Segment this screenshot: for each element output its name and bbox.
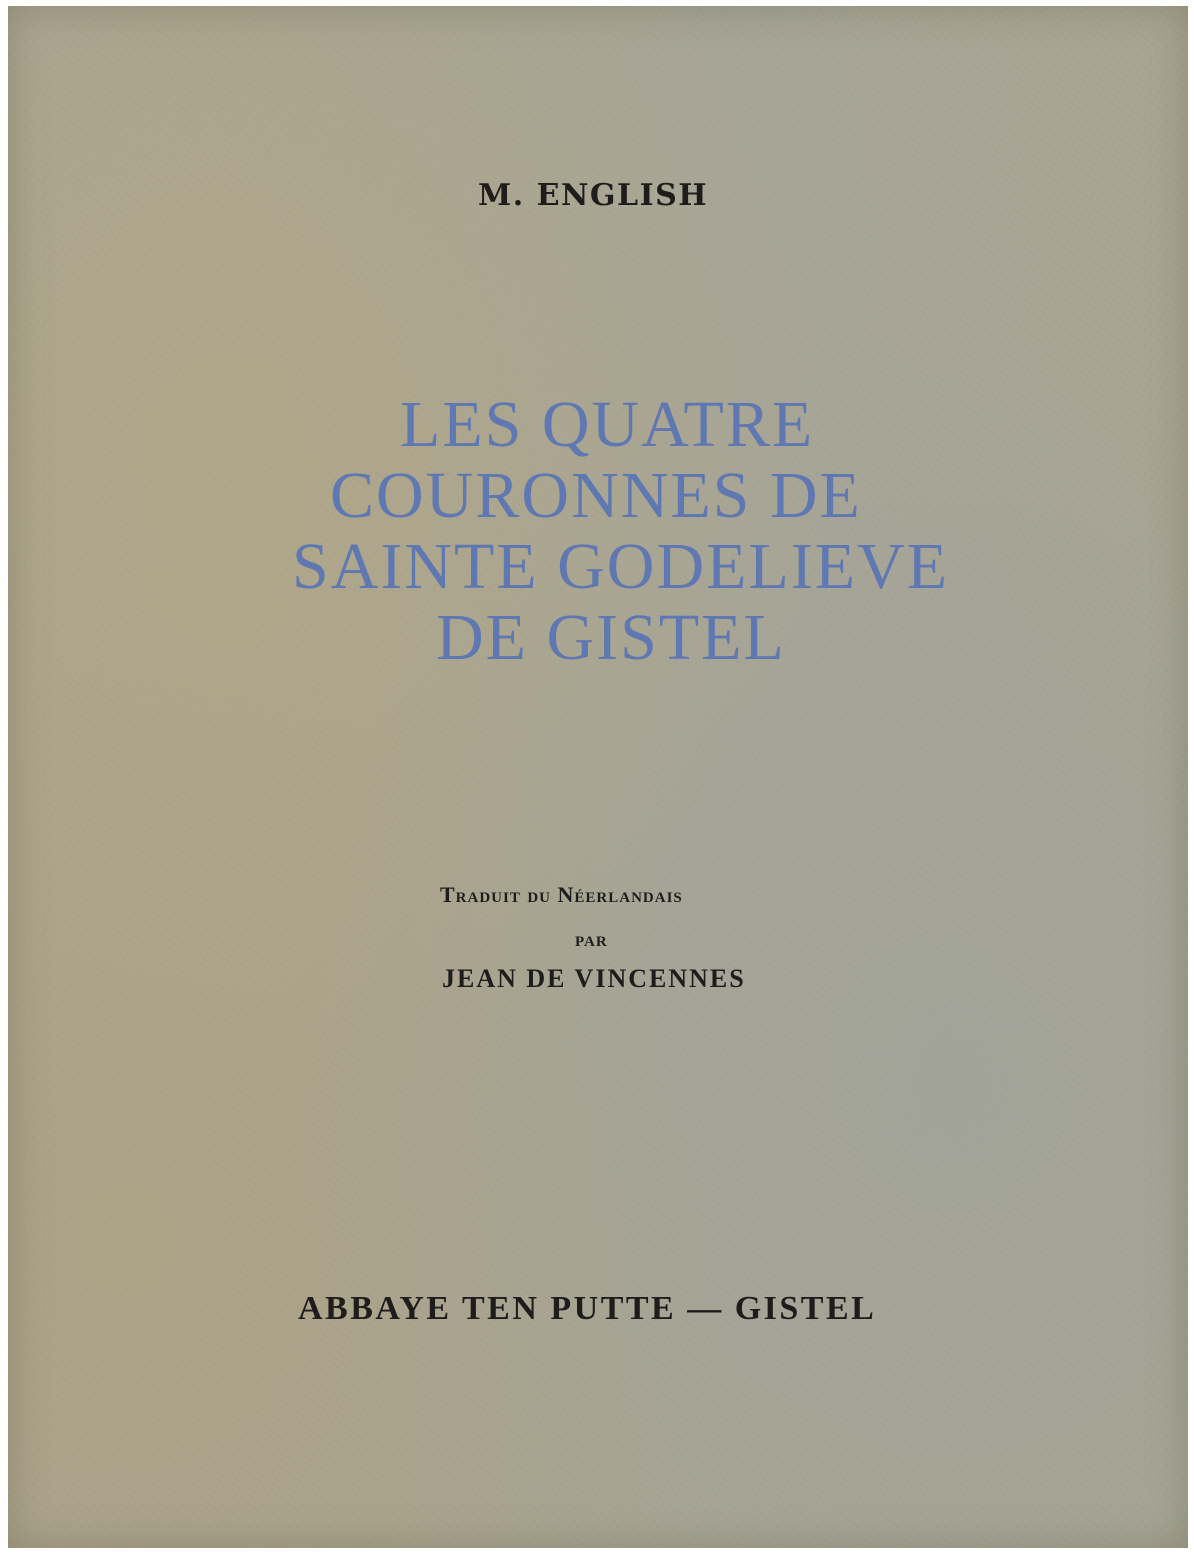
title-line-4: DE GISTEL xyxy=(436,601,786,674)
book-cover xyxy=(8,6,1188,1548)
title-line-2: COURONNES DE xyxy=(330,459,862,532)
title-line-3: SAINTE GODELIEVE xyxy=(292,530,950,603)
author-name: M. ENGLISH xyxy=(478,178,709,213)
title-line-1: LES QUATRE xyxy=(400,388,815,461)
translation-by: par xyxy=(575,926,608,951)
translator-name: JEAN DE VINCENNES xyxy=(442,964,746,993)
translation-note: Traduit du Néerlandais xyxy=(440,882,683,907)
publisher-name: ABBAYE TEN PUTTE — GISTEL xyxy=(298,1290,877,1327)
